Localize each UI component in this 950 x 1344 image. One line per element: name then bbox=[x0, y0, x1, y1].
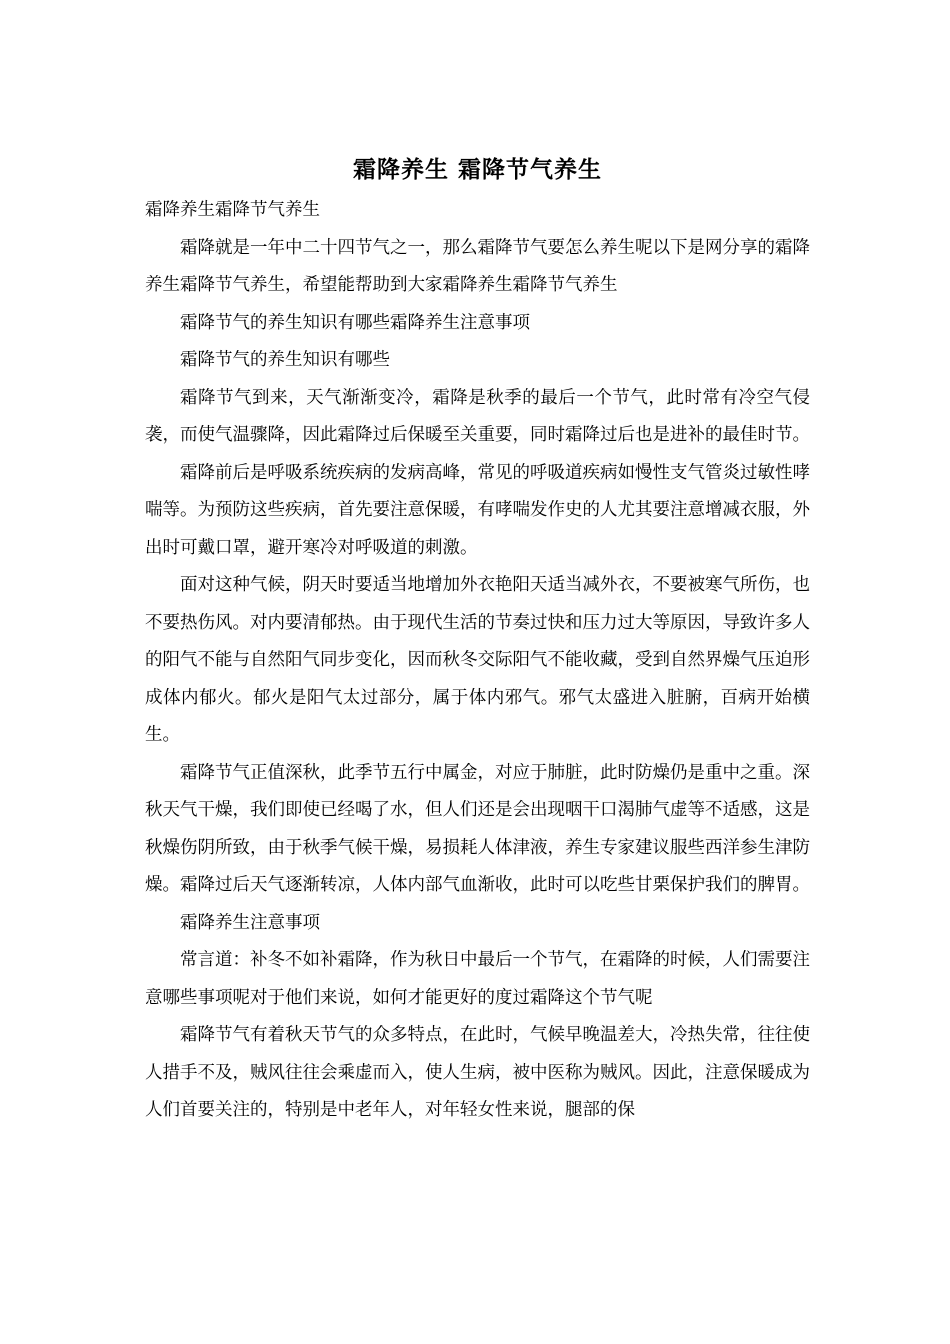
paragraph-6: 霜降前后是呼吸系统疾病的发病高峰，常见的呼吸道疾病如慢性支气管炎过敏性哮喘等。为预防这些疾病，首先要注意保暖，有哮喘发作史的人尤其要注意增减衣服，外出时可戴口罩，避开寒冷对呼吸道的刺激。 bbox=[145, 462, 810, 558]
paragraph-9: 霜降养生注意事项 bbox=[180, 912, 320, 933]
document-title: 霜降养生 霜降节气养生 bbox=[352, 157, 602, 183]
paragraph-10: 常言道：补冬不如补霜降，作为秋日中最后一个节气，在霜降的时候，人们需要注意哪些事项呢对于他们来说，如何才能更好的度过霜降这个节气呢 bbox=[145, 950, 810, 1008]
paragraph-4: 霜降节气的养生知识有哪些 bbox=[180, 350, 390, 370]
paragraph-1: 霜降养生霜降节气养生 bbox=[145, 200, 320, 220]
paragraph-8: 霜降节气正值深秋，此季节五行中属金，对应于肺脏，此时防燥仍是重中之重。深秋天气干燥，我们即使已经喝了水，但人们还是会出现咽干口渴肺气虚等不适感，这是秋燥伤阴所致，由于秋季气候干燥，易损耗人体津液，养生专家建议服些西洋参生津防燥。霜降过后天气逐渐转凉，人体内部气血渐收，此时可以吃些甘栗保护我们的脾胃。 bbox=[145, 762, 810, 895]
document-page bbox=[145, 150, 810, 1130]
paragraph-11: 霜降节气有着秋天节气的众多特点，在此时，气候早晚温差大，冷热失常，往往使人措手不及，贼风往往会乘虚而入，使人生病，被中医称为贼风。因此，注意保暖成为人们首要关注的，特别是中老年人，对年轻女性来说，腿部的保 bbox=[145, 1025, 810, 1120]
paragraph-7: 面对这种气候，阴天时要适当地增加外衣艳阳天适当减外衣，不要被寒气所伤，也不要热伤风。对内要清郁热。由于现代生活的节奏过快和压力过大等原因，导致许多人的阳气不能与自然阳气同步变化，因而秋冬交际阳气不能收藏，受到自然界燥气压迫形成体内郁火。郁火是阳气太过部分，属于体内邪气。邪气太盛进入脏腑，百病开始横生。 bbox=[145, 575, 810, 745]
paragraph-2: 霜降就是一年中二十四节气之一，那么霜降节气要怎么养生呢以下是网分享的霜降养生霜降节气养生，希望能帮助到大家霜降养生霜降节气养生 bbox=[145, 237, 810, 295]
paragraph-3: 霜降节气的养生知识有哪些霜降养生注意事项 bbox=[180, 312, 530, 333]
paragraph-5: 霜降节气到来，天气渐渐变冷，霜降是秋季的最后一个节气，此时常有冷空气侵袭，而使气温骤降，因此霜降过后保暖至关重要，同时霜降过后也是进补的最佳时节。 bbox=[145, 387, 810, 445]
